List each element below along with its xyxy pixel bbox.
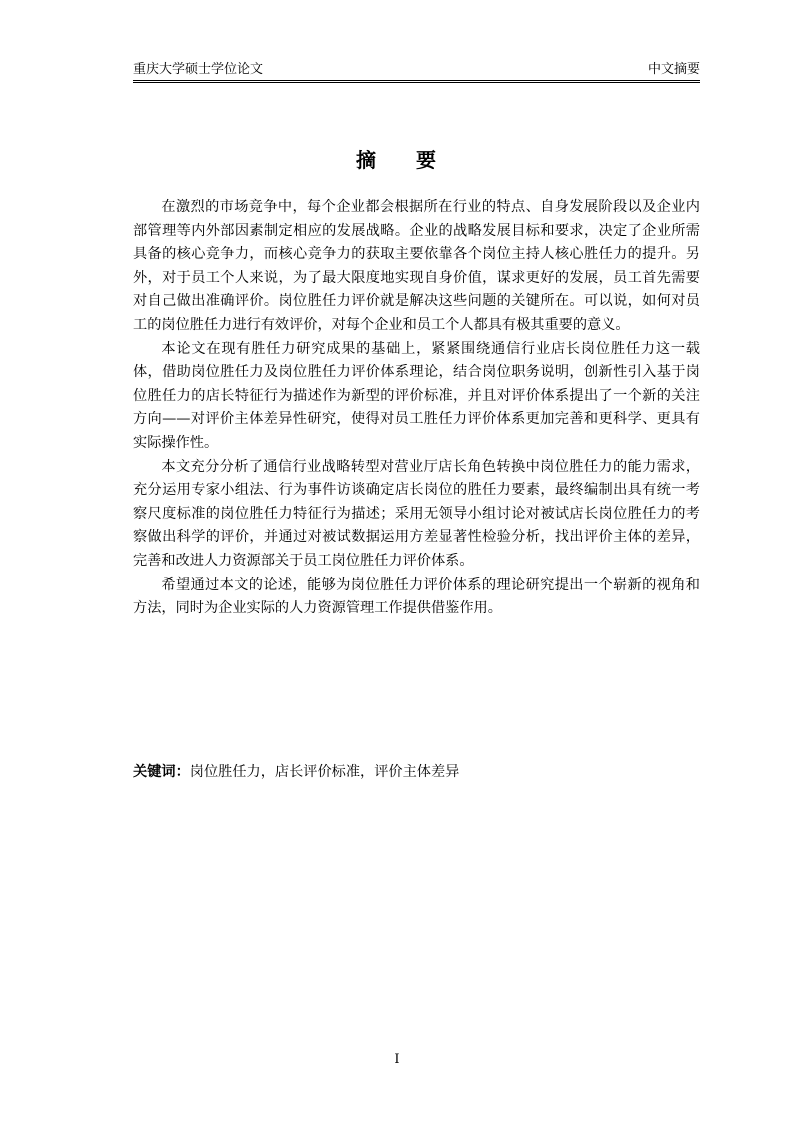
paragraph-4: 希望通过本文的论述，能够为岗位胜任力评价体系的理论研究提出一个崭新的视角和方法，同时为企业实际的人力资源管理工作提供借鉴作用。 (133, 576, 700, 617)
running-header (133, 62, 700, 82)
abstract-body (133, 196, 700, 621)
keywords-label: 关键词： (133, 764, 190, 780)
keywords-line (133, 762, 700, 782)
title-char-2: 要 (416, 148, 438, 172)
paragraph-1: 在激烈的市场竞争中，每个企业都会根据所在行业的特点、自身发展阶段以及企业内部管理等内外部因素制定相应的发展战略。企业的战略发展目标和要求，决定了企业所需具备的核心竞争力，而核心竞争力的获取主要依靠各个岗位主持人核心胜任力的提升。另外，对于员工个人来说，为了最大限度地实现自身价值，谋求更好的发展，员工首先需要对自己做出准确评价。岗位胜任力评价就是解决这些问题的关键所在。可以说，如何对员工的岗位胜任力进行有效评价，对每个企业和员工个人都具有极其重要的意义。 (133, 199, 700, 333)
paragraph-2: 本论文在现有胜任力研究成果的基础上，紧紧围绕通信行业店长岗位胜任力这一载体，借助岗位胜任力及岗位胜任力评价体系理论，结合岗位职务说明，创新性引入基于岗位胜任力的店长特征行为描述作为新型的评价标准，并且对评价体系提出了一个新的关注方向——对评价主体差异性研究，使得对员工胜任力评价体系更加完善和更科学、更具有实际操作性。 (133, 340, 700, 451)
page-number: I (394, 1052, 400, 1067)
title-char-1: 摘 (356, 148, 378, 172)
header-rule (133, 80, 700, 83)
page-title (0, 144, 794, 173)
paragraph-3: 本文充分分析了通信行业战略转型对营业厅店长角色转换中岗位胜任力的能力需求，充分运用专家小组法、行为事件访谈确定店长岗位的胜任力要素，最终编制出具有统一考察尺度标准的岗位胜任力特征行为描述；采用无领导小组讨论对被试店长岗位胜任力的考察做出科学的评价，并通过对被试数据运用方差显著性检验分析，找出评价主体的差异，完善和改进人力资源部关于员工岗位胜任力评价体系。 (133, 458, 700, 569)
header-section-name: 中文摘要 (647, 62, 700, 77)
header-thesis-title: 重庆大学硕士学位论文 (133, 62, 264, 77)
keywords-text: 岗位胜任力，店长评价标准，评价主体差异 (189, 764, 460, 780)
